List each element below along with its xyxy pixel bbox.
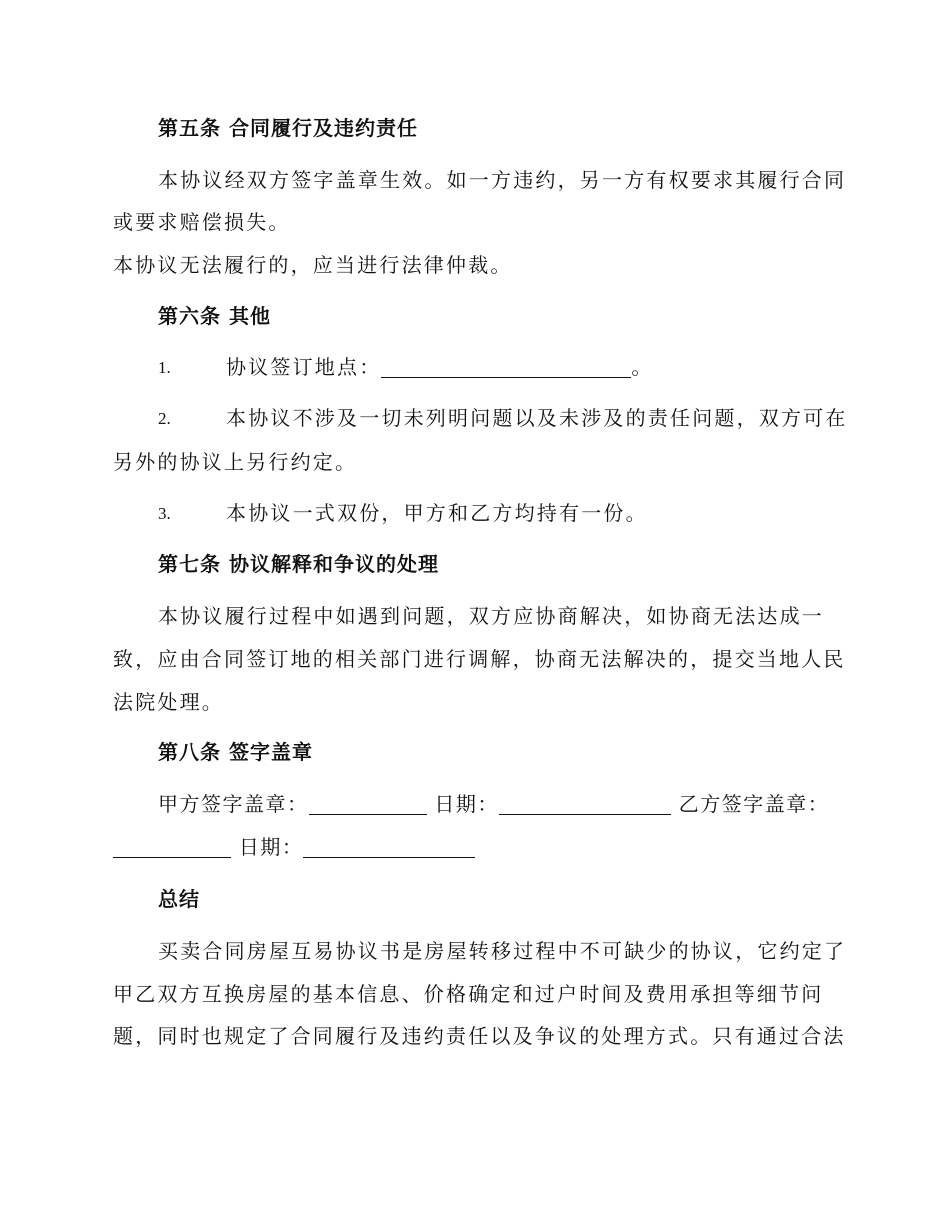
signature-row-continued <box>113 833 837 861</box>
list-item-number: 2. <box>158 409 171 428</box>
date-blank <box>499 794 671 815</box>
summary-heading: 总结 <box>158 887 200 911</box>
date-blank <box>303 837 475 858</box>
section-7-heading: 第七条 协议解释和争议的处理 <box>158 552 439 576</box>
signature-row <box>158 790 882 818</box>
party-b-signature-blank <box>113 837 231 858</box>
list-item-text-continued: 另外的协议上另行约定。 <box>113 450 358 474</box>
date-label: 日期： <box>238 835 304 859</box>
list-item <box>226 353 654 381</box>
signing-place-label: 协议签订地点： <box>226 355 382 379</box>
summary-paragraph-line: 题，同时也规定了合同履行及违约责任以及争议的处理方式。只有通过合法 <box>113 1024 846 1048</box>
date-label: 日期： <box>434 792 499 816</box>
section-5-paragraph-line: 本协议经双方签字盖章生效。如一方违约，另一方有权要求其履行合同 <box>158 168 847 192</box>
section-6-heading: 第六条 其他 <box>158 304 271 328</box>
section-7-paragraph-line: 法院处理。 <box>113 690 224 714</box>
section-5-paragraph-2: 本协议无法履行的，应当进行法律仲裁。 <box>113 253 513 277</box>
summary-paragraph-line: 甲乙双方互换房屋的基本信息、价格确定和过户时间及费用承担等细节问 <box>113 982 824 1006</box>
signing-place-blank <box>381 357 631 378</box>
party-a-signature-label: 甲方签字盖章： <box>158 792 309 816</box>
list-item-suffix: 。 <box>631 355 654 379</box>
list-item-number: 1. <box>158 358 171 377</box>
section-7-paragraph-line: 致，应由合同签订地的相关部门进行调解，协商无法解决的，提交当地人民 <box>113 647 846 671</box>
list-item-number: 3. <box>158 504 171 523</box>
party-b-signature-label: 乙方签字盖章： <box>678 792 830 816</box>
list-item-text: 本协议一式双份，甲方和乙方均持有一份。 <box>226 501 648 525</box>
section-8-heading: 第八条 签字盖章 <box>158 740 313 764</box>
section-7-paragraph-line: 本协议履行过程中如遇到问题，双方应协商解决，如协商无法达成一 <box>158 604 824 628</box>
section-5-heading: 第五条 合同履行及违约责任 <box>158 116 418 140</box>
summary-paragraph-line: 买卖合同房屋互易协议书是房屋转移过程中不可缺少的协议，它约定了 <box>158 939 847 963</box>
section-5-paragraph-line: 或要求赔偿损失。 <box>113 210 291 234</box>
list-item-text: 本协议不涉及一切未列明问题以及未涉及的责任问题，双方可在 <box>226 406 848 430</box>
party-a-signature-blank <box>309 794 427 815</box>
